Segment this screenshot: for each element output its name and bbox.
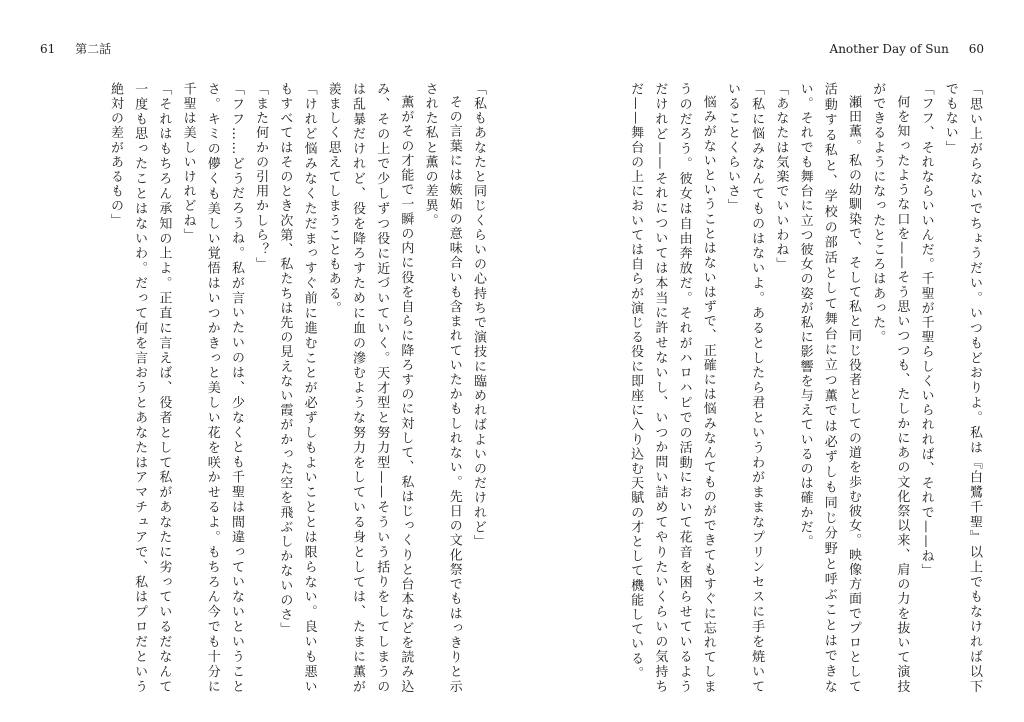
paragraph: 「また何かの引用かしら？」 bbox=[253, 82, 269, 272]
paragraph: 「フフ……どうだろうね。私が言いたいのは、少なくとも千聖は間違っていないということさ。キミの儚くも美しい覚悟はいつかきっと美しい花を咲かせるよ。もちろん今でも十分に千聖は美しいけれどね」 bbox=[180, 82, 244, 694]
paragraph: 「私もあなたと同じくらいの心持ちで演技に臨めればよいのだけれど」 bbox=[471, 82, 486, 550]
paragraph: 「思い上がらないでちょうだい。いつもどおりよ。私は『白鷺千聖』以上でもなければ以下でもない」 bbox=[942, 82, 982, 694]
paragraph: 「あなたは気楽でいいわね」 bbox=[773, 82, 789, 272]
right-page-number: 60 bbox=[968, 42, 984, 56]
paragraph: 「それはもちろん承知の上よ。正直に言えば、役者として私があなたに劣っているだなんて一度も思ったことはないわ。だって何を言おうとあなたはアマチュアで、私はプロだという絶対の差があるもの」 bbox=[107, 82, 172, 694]
paragraph: 「けれど悩みなくただまっすぐ前に進むことが必ずしもよいこととは限らない。良いも悪いもすべてはそのとき次第、私たちは先の見えない霞がかった空を飛ぶしかないのさ」 bbox=[277, 82, 317, 694]
book-title: Another Day of Sun bbox=[829, 42, 949, 56]
left-page-text bbox=[40, 82, 490, 694]
paragraph: 「私に悩みなんてものはないよ。あるとしたら君というわがままなプリンセスに手を焼いていることくらいさ」 bbox=[724, 82, 765, 694]
paragraph: 薫がその才能で一瞬の内に役を自らに降ろすのに対して、私はじっくりと台本などを読み込み、その上で少しずつ役に近づいていく。天才型と努力型——そういう括りをしてしまうのは乱暴だけれど、役を降ろすために血の滲むような努力をしている身としては、たまに薫が羨ましく思えてしまうこともある。 bbox=[325, 82, 414, 694]
left-page-header bbox=[40, 42, 111, 56]
chapter-title: 第二話 bbox=[75, 42, 112, 56]
right-page bbox=[588, 82, 986, 694]
right-page-header bbox=[830, 42, 984, 56]
paragraph: 「フフ、それならいいんだ。千聖が千聖らしくいられれば、それで——ね」 bbox=[918, 82, 934, 579]
paragraph: 何を知ったような口を——そう思いつつも、たしかにあの文化祭以来、肩の力を抜いて演技ができるようになったところはあった。 bbox=[870, 82, 910, 694]
left-page-number: 61 bbox=[40, 42, 56, 56]
right-page-text bbox=[588, 82, 986, 694]
paragraph: 瀬田薫。私の幼馴染で、そして私と同じ役者としての道を歩む彼女。映像方面でプロとして活動する私と、学校の部活として舞台に立つ薫では必ずしも同じ分野と呼ぶことはできない。それでも舞台に立つ彼女の姿が私に影響を与えているのは確かだ。 bbox=[797, 82, 861, 694]
paragraph: その言葉には嫉妬の意味合いも含まれていたかもしれない。先日の文化祭でもはっきりと示された私と薫の差異。 bbox=[422, 82, 462, 694]
left-page bbox=[40, 82, 490, 694]
paragraph: 悩みがないということはないはずで、正確には悩みなんてものができてもすぐに忘れてしまうのだろう。彼女は自由奔放だ。それがハロハピでの活動において花音を困らせているようだけれど——それについては本当に許せないし、いつか問い詰めてやりたいくらいの気持ちだ——舞台の上においては自らが演じる役に即座に入り込む天賦の才として機能している。 bbox=[628, 82, 716, 694]
